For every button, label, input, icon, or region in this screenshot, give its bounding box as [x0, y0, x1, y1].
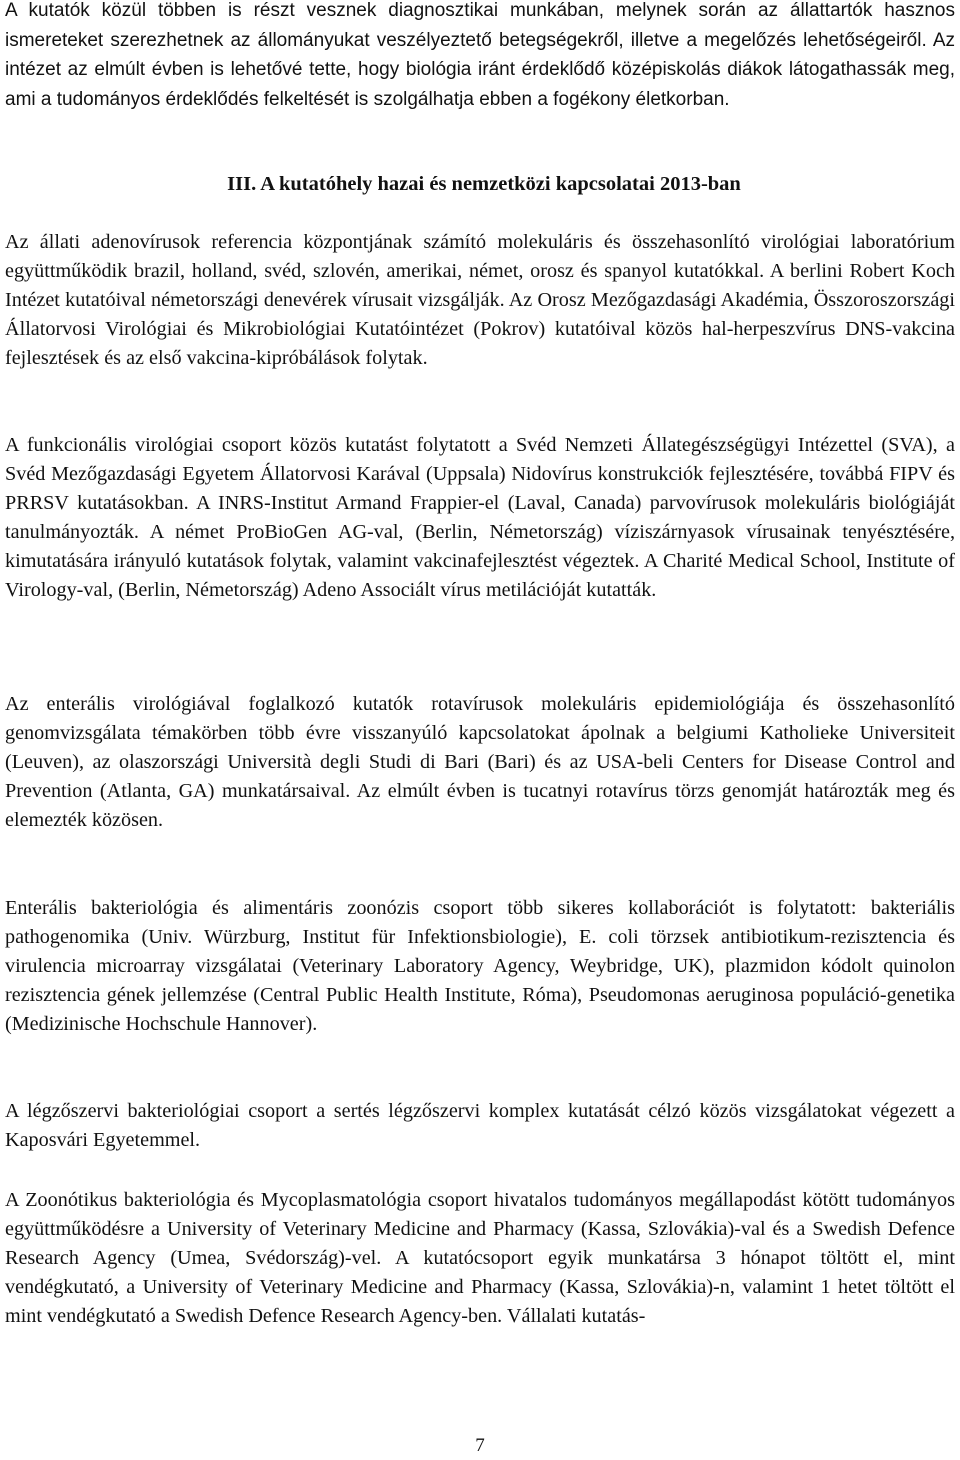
section-heading: III. A kutatóhely hazai és nemzetközi kapcsolatai 2013-ban [227, 173, 741, 195]
paragraph-functional-virology: A funkcionális virológiai csoport közös kutatást folytatott a Svéd Nemzeti Állategészségügyi Intézettel (SVA), a Svéd Mezőgazdasági Egyetem Állatorvosi Karával (Uppsala) Nidovírus konstrukciók fejlesztésére, továbbá FIPV és PRRSV kutatásokban. A INRS-Institut Armand Frappier-el (Laval, Canada) parvovírusok molekuláris biológiáját tanulmányozták. A német ProBioGen AG-val, (Berlin, Németország) víziszárnyasok vírusainak tenyésztésére, kimutatására irányuló kutatások folytak, valamint vakcinafejlesztést végeztek. A Charité Medical School, Institute of Virology-val, (Berlin, Németország) Adeno Associált vírus metilációját kutatták. [5, 434, 955, 602]
page-number: 7 [475, 1435, 485, 1456]
paragraph-enteral-virology: Az enterális virológiával foglalkozó kutatók rotavírusok molekuláris epidemiológiája és összehasonlító genomvizsgálata témakörben több évre visszanyúló kapcsolatokat ápolnak a belgiumi Katholieke Universiteit (Leuven), az olaszországi Università degli Studi di Bari (Bari) és az USA-beli Centers for Disease Control and Prevention (Atlanta, GA) munkatársaival. Az elmúlt évben is tucatnyi rotavírus törzs genomját határozták meg és elemezték közösen. [5, 693, 955, 832]
paragraph-enteral-bacteriology: Enterális bakteriológia és alimentáris zoonózis csoport több sikeres kollaborációt is folytatott: bakteriális pathogenomika (Univ. Würzburg, Institut für Infektionsbiologie), E. coli törzsek antibiotikum-rezisztencia és virulencia microarray vizsgálatai (Veterinary Laboratory Agency, Weybridge, UK), plazmidon kódolt quinolon rezisztencia gének jellemzése (Central Public Health Institute, Róma), Pseudomonas aeruginosa populáció-genetika (Medizinische Hochschule Hannover). [5, 897, 955, 1036]
paragraph-adenovirus-lab: Az állati adenovírusok referencia központjának számító molekuláris és összehasonlító virológiai laboratórium együttműködik brazil, holland, svéd, szlovén, amerikai, német, orosz és spanyol kutatókkal. A berlini Robert Koch Intézet kutatóival németországi denevérek vírusait vizsgálják. Az Orosz Mezőgazdasági Akadémia, Összoroszországi Állatorvosi Virológiai és Mikrobiológiai Kutatóintézet (Pokrov) kutatóival közös hal-herpeszvírus DNS-vakcina fejlesztések és az első vakcina-kipróbálások folytak. [5, 231, 955, 370]
paragraph-respiratory-bacteriology: A légzőszervi bakteriológiai csoport a sertés légzőszervi komplex kutatását célzó közös vizsgálatokat végezett a Kaposvári Egyetemmel. [5, 1100, 955, 1152]
paragraph-zoonotic-bacteriology: A Zoonótikus bakteriológia és Mycoplasmatológia csoport hivatalos tudományos megállapodást kötött tudományos együttműködésre a University of Veterinary Medicine and Pharmacy (Kassa, Szlovákia)-val és a Swedish Defence Research Agency (Umea, Svédország)-vel. A kutatócsoport egyik munkatársa 3 hónapot töltött el, mint vendégkutató, a University of Veterinary Medicine and Pharmacy (Kassa, Szlovákia)-n, valamint 1 hetet töltött el mint vendégkutató a Swedish Defence Research Agency-ben. Vállalati kutatás- [5, 1189, 955, 1328]
intro-paragraph: A kutatók közül többen is részt vesznek diagnosztikai munkában, melynek során az állattartók hasznos ismereteket szerezhetnek az állományukat veszélyeztető betegségekről, illetve a megelőzés lehetőségeiről. Az intézet az elmúlt évben is lehetővé tette, hogy biológia iránt érdeklődő középiskolás diákok látogathassák meg, ami a tudományos érdeklődés felkeltését is szolgálhatja ebben a fogékony életkorban. [5, 0, 955, 110]
